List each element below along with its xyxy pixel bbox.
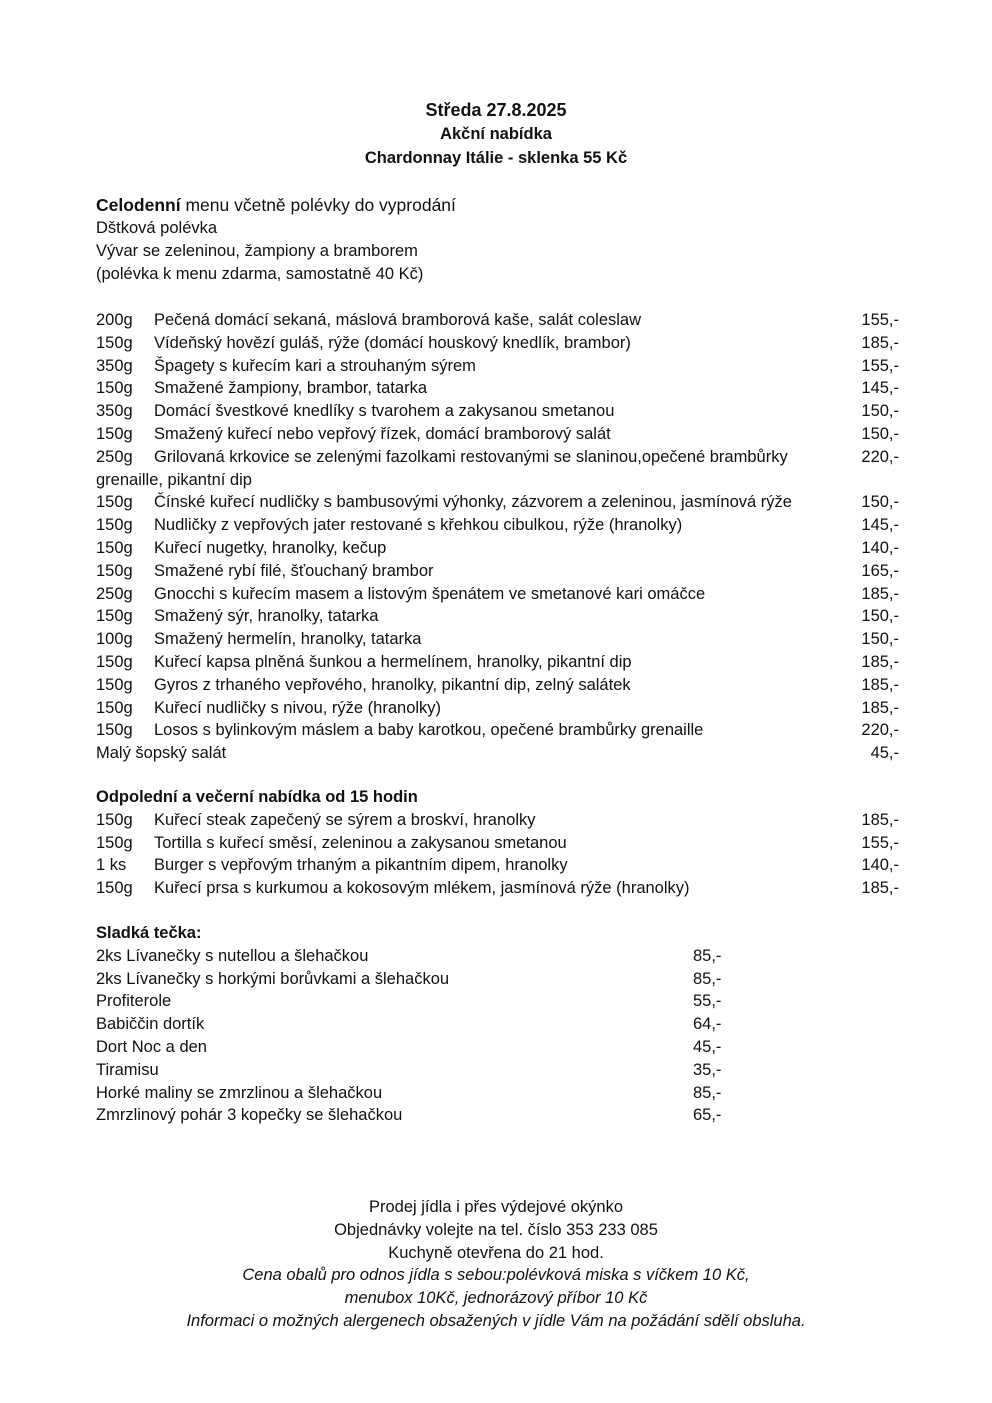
special-offer-wine: Chardonnay Itálie - sklenka 55 Kč	[364, 149, 628, 167]
footer-kitchen-hours: Kuchyně otevřena do 21 hod.	[388, 1243, 604, 1262]
menu-item-name: Malý šopský salát	[96, 744, 227, 763]
menu-item-price: 185,-	[861, 584, 899, 603]
intro-heading-bold: Celodenní	[96, 195, 181, 215]
menu-item	[96, 400, 902, 423]
page-title-date: Středa 27.8.2025	[425, 100, 567, 120]
afternoon-section	[96, 786, 902, 900]
daily-menu-list	[96, 309, 902, 765]
menu-item-price: 145,-	[861, 516, 899, 535]
menu-item	[96, 809, 902, 832]
menu-item-price: 150,-	[861, 630, 899, 649]
menu-item-name: Smažený kuřecí nebo vepřový řízek, domácí bramborový salát	[154, 424, 611, 443]
footer-packaging-note: Cena obalů pro odnos jídla s sebou:polévková miska s víčkem 10 Kč,	[242, 1266, 750, 1285]
menu-item-name: Vídeňský hovězí guláš, rýže (domácí houskový knedlík, brambor)	[154, 333, 631, 352]
menu-item-name: Gyros z trhaného vepřového, hranolky, pikantní dip, zelný salátek	[154, 675, 631, 694]
menu-item-price: 185,-	[861, 810, 899, 829]
menu-item-weight: 150g	[96, 879, 133, 898]
special-offer-title: Akční nabídka	[440, 125, 552, 143]
menu-item	[96, 446, 902, 492]
menu-item-name: Kuřecí kapsa plněná šunkou a hermelínem, hranolky, pikantní dip	[154, 652, 632, 671]
afternoon-heading: Odpolední a večerní nabídka od 15 hodin	[96, 788, 418, 806]
menu-item-name: Domácí švestkové knedlíky s tvarohem a zakysanou smetanou	[154, 402, 615, 421]
desserts-section	[96, 922, 902, 1127]
menu-item-weight: 150g	[96, 424, 133, 443]
menu-item-price: 150,-	[861, 424, 899, 443]
menu-item	[96, 697, 902, 720]
page-footer	[0, 1196, 992, 1333]
dessert-price: 65,-	[693, 1106, 722, 1125]
footer-packaging-note-cont: menubox 10Kč, jednorázový příbor 10 Kč	[344, 1289, 648, 1308]
menu-item-weight: 350g	[96, 356, 133, 375]
soup-item: Dštková polévka	[96, 219, 218, 237]
menu-item-name: Špagety s kuřecím kari a strouhaným sýrem	[154, 356, 476, 375]
menu-item	[96, 832, 902, 855]
dessert-name: Tiramisu	[96, 1060, 159, 1079]
menu-item-name: Grilovaná krkovice se zelenými fazolkami restovanými se slaninou,opečené brambůrky	[154, 447, 788, 466]
menu-item	[96, 583, 902, 606]
dessert-name: Dort Noc a den	[96, 1037, 207, 1056]
menu-item-weight: 250g	[96, 584, 133, 603]
menu-item-weight: 1 ks	[96, 856, 127, 875]
menu-item-price: 185,-	[861, 879, 899, 898]
menu-item-name: Burger s vepřovým trhaným a pikantním dipem, hranolky	[154, 856, 568, 875]
dessert-item	[96, 945, 736, 968]
menu-item-price: 145,-	[861, 379, 899, 398]
menu-item-price: 150,-	[861, 402, 899, 421]
menu-item	[96, 423, 902, 446]
menu-item-name: Smažené žampiony, brambor, tatarka	[154, 379, 427, 398]
menu-item-weight: 150g	[96, 810, 133, 829]
dessert-name: 2ks Lívanečky s horkými borůvkami a šlehačkou	[96, 969, 450, 988]
menu-item-name: Čínské kuřecí nudličky s bambusovými výhonky, zázvorem a zeleninou, jasmínová rýže	[154, 493, 792, 512]
menu-item	[96, 514, 902, 537]
soup-note: (polévka k menu zdarma, samostatně 40 Kč)	[96, 264, 424, 283]
menu-item-price: 150,-	[861, 607, 899, 626]
dessert-item	[96, 1059, 736, 1082]
dessert-price: 45,-	[693, 1037, 722, 1056]
dessert-item	[96, 1036, 736, 1059]
menu-item-price: 45,-	[870, 744, 899, 763]
desserts-heading: Sladká tečka:	[96, 924, 202, 942]
menu-item-price: 150,-	[861, 493, 899, 512]
menu-item-price: 185,-	[861, 675, 899, 694]
footer-allergen-note: Informaci o možných alergenech obsažených v jídle Vám na požádání sdělí obsluha.	[186, 1311, 806, 1330]
menu-item-name: Kuřecí nugetky, hranolky, kečup	[154, 538, 387, 557]
menu-item-name: Nudličky z vepřových jater restované s křehkou cibulkou, rýže (hranolky)	[154, 516, 683, 535]
menu-item	[96, 628, 902, 651]
menu-item	[96, 537, 902, 560]
menu-item-name: Kuřecí prsa s kurkumou a kokosovým mlékem, jasmínová rýže (hranolky)	[154, 879, 690, 898]
menu-item-name: Kuřecí nudličky s nivou, rýže (hranolky)	[154, 698, 442, 717]
menu-item	[96, 332, 902, 355]
dessert-name: Profiterole	[96, 992, 172, 1011]
footer-phone: Objednávky volejte na tel. číslo 353 233 085	[334, 1220, 658, 1239]
menu-item-price: 155,-	[861, 356, 899, 375]
dessert-price: 85,-	[693, 1083, 722, 1102]
dessert-item	[96, 1013, 736, 1036]
menu-item	[96, 674, 902, 697]
menu-item-weight: 100g	[96, 630, 133, 649]
dessert-price: 55,-	[693, 992, 722, 1011]
dessert-price: 85,-	[693, 969, 722, 988]
menu-item-price: 155,-	[861, 311, 899, 329]
page-header	[0, 98, 992, 170]
dessert-price: 35,-	[693, 1060, 722, 1079]
menu-item-weight: 150g	[96, 561, 133, 580]
dessert-name: Zmrzlinový pohár 3 kopečky se šlehačkou	[96, 1106, 403, 1125]
dessert-name: Babiččin dortík	[96, 1015, 205, 1034]
menu-item-weight: 150g	[96, 652, 133, 671]
menu-item-weight: 150g	[96, 698, 133, 717]
menu-item	[96, 605, 902, 628]
menu-item	[96, 491, 902, 514]
dessert-name: 2ks Lívanečky s nutellou a šlehačkou	[96, 946, 369, 965]
menu-item	[96, 854, 902, 877]
menu-item-weight: 150g	[96, 379, 133, 398]
menu-item-weight: 150g	[96, 538, 133, 557]
menu-item-name: Kuřecí steak zapečený se sýrem a broskví, hranolky	[154, 810, 536, 829]
menu-item-name: Losos s bylinkovým máslem a baby karotkou, opečené brambůrky grenaille	[154, 721, 704, 740]
menu-item-weight: 200g	[96, 311, 133, 329]
intro-heading	[96, 193, 902, 217]
intro-section	[96, 193, 902, 285]
menu-item	[96, 877, 902, 900]
dessert-price: 85,-	[693, 946, 722, 965]
menu-item-price: 220,-	[861, 447, 899, 466]
dessert-item	[96, 968, 736, 991]
intro-heading-rest: menu včetně polévky do vyprodání	[180, 195, 456, 215]
menu-item-name: Smažený sýr, hranolky, tatarka	[154, 607, 379, 626]
menu-item-weight: 250g	[96, 447, 133, 466]
dessert-price: 64,-	[693, 1015, 722, 1034]
footer-window-sale: Prodej jídla i přes výdejové okýnko	[368, 1198, 624, 1216]
menu-item-weight: 150g	[96, 833, 133, 852]
dessert-item	[96, 990, 736, 1013]
menu-item-name: Smažené rybí filé, šťouchaný brambor	[154, 561, 434, 580]
menu-item	[96, 719, 902, 742]
menu-item	[96, 377, 902, 400]
menu-item	[96, 560, 902, 583]
menu-item-name: Gnocchi s kuřecím masem a listovým špenátem ve smetanové kari omáčce	[154, 584, 706, 603]
menu-item-name-continued: grenaille, pikantní dip	[96, 470, 252, 489]
menu-item-price: 185,-	[861, 652, 899, 671]
menu-item-name: Pečená domácí sekaná, máslová bramborová kaše, salát coleslaw	[154, 311, 641, 329]
menu-item-weight: 150g	[96, 333, 133, 352]
menu-item-weight: 150g	[96, 607, 133, 626]
menu-item	[96, 309, 902, 332]
menu-item-small-salad	[96, 742, 902, 765]
menu-item	[96, 651, 902, 674]
menu-item-weight: 150g	[96, 516, 133, 535]
menu-item-price: 220,-	[861, 721, 899, 740]
menu-item-price: 185,-	[861, 698, 899, 717]
menu-item-name: Smažený hermelín, hranolky, tatarka	[154, 630, 422, 649]
dessert-item	[96, 1082, 736, 1105]
menu-item-weight: 150g	[96, 493, 133, 512]
soup-item: Vývar se zeleninou, žampiony a bramborem	[96, 241, 418, 260]
menu-item-price: 140,-	[861, 538, 899, 557]
menu-item-price: 165,-	[861, 561, 899, 580]
menu-item-price: 185,-	[861, 333, 899, 352]
menu-item-price: 155,-	[861, 833, 899, 852]
menu-item-weight: 150g	[96, 721, 133, 740]
dessert-name: Horké maliny se zmrzlinou a šlehačkou	[96, 1083, 383, 1102]
menu-item-name: Tortilla s kuřecí směsí, zeleninou a zakysanou smetanou	[154, 833, 567, 852]
menu-item	[96, 355, 902, 378]
menu-item-price: 140,-	[861, 856, 899, 875]
menu-item-weight: 350g	[96, 402, 133, 421]
menu-item-weight: 150g	[96, 675, 133, 694]
dessert-item	[96, 1104, 736, 1127]
